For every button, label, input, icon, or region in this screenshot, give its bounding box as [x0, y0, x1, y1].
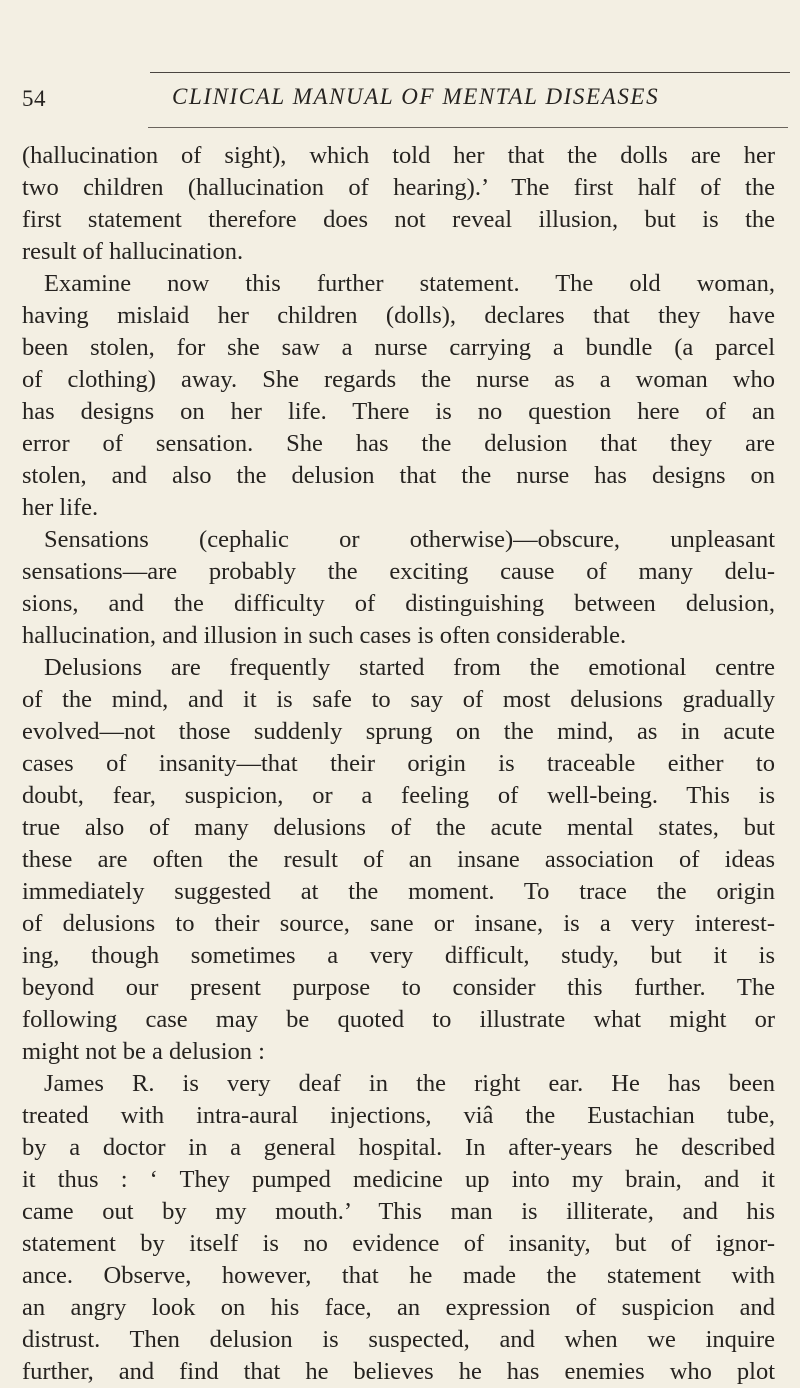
text-line: immediately suggested at the moment. To trace the origin — [22, 878, 775, 905]
text-line: has designs on her life. There is no question here of an — [22, 398, 775, 425]
text-line: first statement therefore does not reveal illusion, but is the — [22, 206, 775, 233]
text-line: her life. — [22, 494, 99, 521]
text-line: James R. is very deaf in the right ear. He has been — [44, 1070, 775, 1097]
text-line: statement by itself is no evidence of insanity, but of ignor- — [22, 1230, 775, 1257]
text-line: (hallucination of sight), which told her that the dolls are her — [22, 142, 775, 169]
text-line: sensations—are probably the exciting cause of many delu- — [22, 558, 775, 585]
header-top-rule — [150, 72, 790, 73]
text-line: result of hallucination. — [22, 238, 244, 265]
text-line: treated with intra-aural injections, viâ the Eustachian tube, — [22, 1102, 775, 1129]
text-line: having mislaid her children (dolls), declares that they have — [22, 302, 775, 329]
text-line: sions, and the difficulty of distinguishing between delusion, — [22, 590, 775, 617]
text-line: by a doctor in a general hospital. In after-years he described — [22, 1134, 775, 1161]
text-line: stolen, and also the delusion that the nurse has designs on — [22, 462, 775, 489]
text-line: of clothing) away. She regards the nurse as a woman who — [22, 366, 775, 393]
text-line: cases of insanity—that their origin is traceable either to — [22, 750, 775, 777]
text-line: two children (hallucination of hearing).’ The first half of the — [22, 174, 775, 201]
text-line: following case may be quoted to illustrate what might or — [22, 1006, 775, 1033]
text-line: these are often the result of an insane association of ideas — [22, 846, 775, 873]
text-line: an angry look on his face, an expression of suspicion and — [22, 1294, 775, 1321]
text-line: evolved—not those suddenly sprung on the mind, as in acute — [22, 718, 775, 745]
text-line: might not be a delusion : — [22, 1038, 265, 1065]
text-line: been stolen, for she saw a nurse carrying a bundle (a parcel — [22, 334, 775, 361]
body-text — [22, 140, 775, 1388]
text-line: ance. Observe, however, that he made the statement with — [22, 1262, 775, 1289]
text-line: true also of many delusions of the acute mental states, but — [22, 814, 775, 841]
text-line: of delusions to their source, sane or insane, is a very interest- — [22, 910, 775, 937]
page-number: 54 — [22, 86, 46, 111]
text-line: further, and find that he believes he has enemies who plot — [22, 1358, 775, 1385]
text-line: ing, though sometimes a very difficult, study, but it is — [22, 942, 775, 969]
text-line: it thus : ‘ They pumped medicine up into my brain, and it — [22, 1166, 775, 1193]
text-line: error of sensation. She has the delusion that they are — [22, 430, 775, 457]
text-line: Examine now this further statement. The old woman, — [44, 270, 775, 297]
text-line: Sensations (cephalic or otherwise)—obscure, unpleasant — [44, 526, 775, 553]
text-line: doubt, fear, suspicion, or a feeling of well-being. This is — [22, 782, 775, 809]
text-line: came out by my mouth.’ This man is illiterate, and his — [22, 1198, 775, 1225]
text-line: distrust. Then delusion is suspected, and when we inquire — [22, 1326, 775, 1353]
running-title: CLINICAL MANUAL OF MENTAL DISEASES — [172, 84, 660, 109]
text-line: Delusions are frequently started from the emotional centre — [44, 654, 775, 681]
text-line: beyond our present purpose to consider this further. The — [22, 974, 775, 1001]
header-bottom-rule — [148, 127, 788, 128]
text-line: hallucination, and illusion in such cases is often considerable. — [22, 622, 627, 649]
running-head — [22, 80, 782, 116]
text-line: of the mind, and it is safe to say of most delusions gradually — [22, 686, 775, 713]
